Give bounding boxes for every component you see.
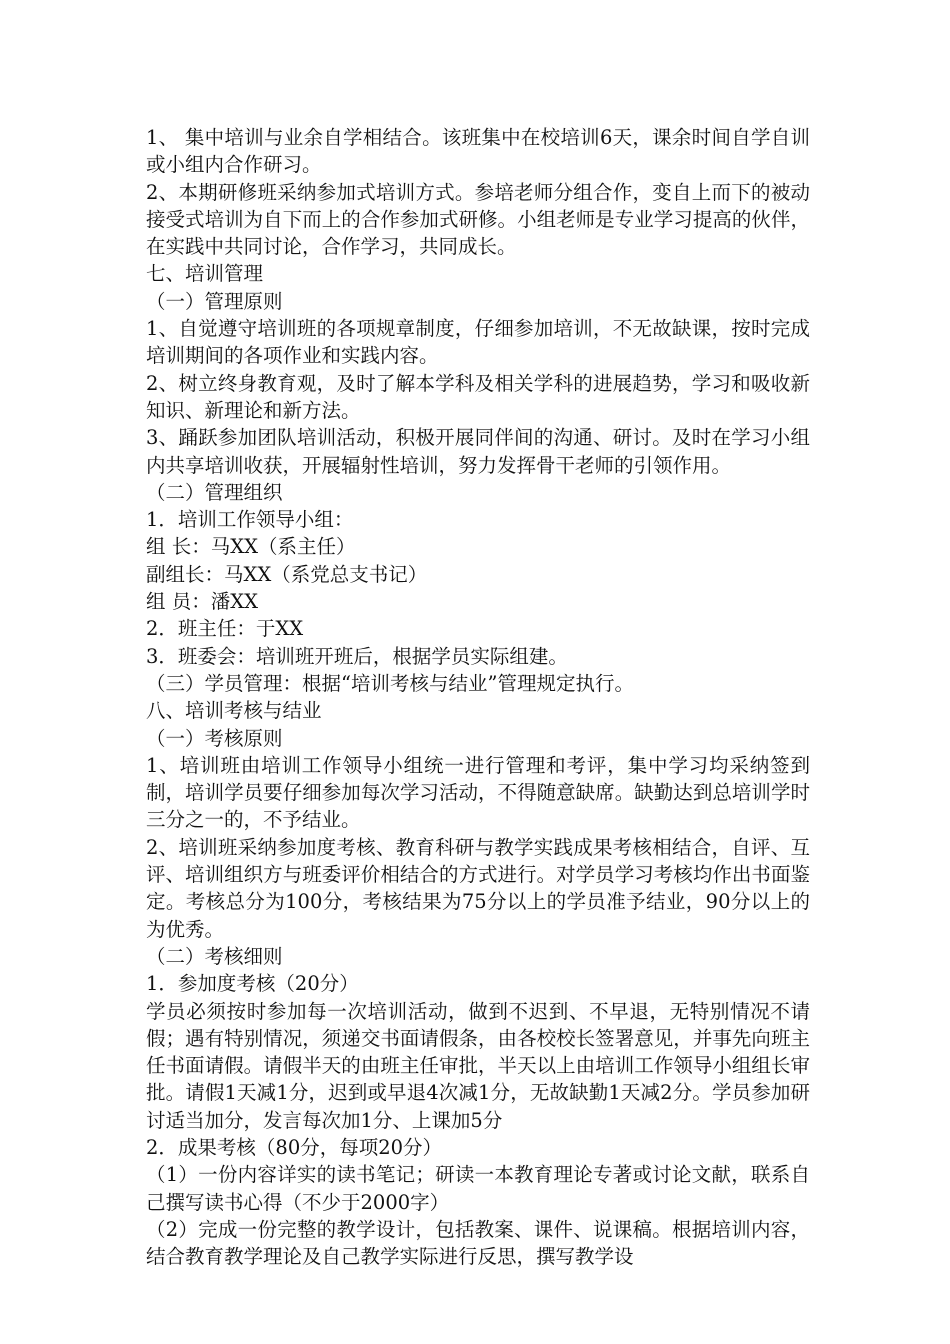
paragraph-principle-3: 3、踊跃参加团队培训活动，积极开展同伴间的沟通、研讨。及时在学习小组内共享培训收获，开展辐射性培训，努力发挥骨干老师的引领作用。: [146, 426, 810, 477]
paragraph-principle-1: 1、自觉遵守培训班的各项规章制度，仔细参加培训，不无故缺课，按时完成培训期间的各项作业和实践内容。: [146, 317, 810, 368]
subsection-heading: （二）考核细则: [146, 944, 283, 968]
subsection-heading: （三）学员管理：根据“培训考核与结业”管理规定执行。: [146, 671, 634, 695]
list-item: 2．成果考核（80分，每项20分）: [146, 1135, 443, 1159]
paragraph-attendance: 学员必须按时参加每一次培训活动，做到不迟到、不早退，无特别情况不请假；遇有特别情况，须递交书面请假条，由各校校长签署意见，并事先向班主任书面请假。请假半天的由班主任审批，半天以上由培训工作领导小组组长审批。请假1天减1分，迟到或早退4次减1分，无故缺勤1天减2分。学员参加研讨适当加分，发言每次加1分、上课加5分: [146, 999, 810, 1132]
paragraph-assessment-1: 1、培训班由培训工作领导小组统一进行管理和考评，集中学习均采纳签到制，培训学员要仔细参加每次学习活动，不得随意缺席。缺勤达到总培训学时三分之一的，不予结业。: [146, 753, 810, 832]
paragraph-principle-2: 2、树立终身教育观，及时了解本学科及相关学科的进展趋势，学习和吸收新知识、新理论和新方法。: [146, 371, 810, 422]
paragraph-2: 2、本期研修班采纳参加式培训方式。参培老师分组合作，变自上而下的被动接受式培训为自下而上的合作参加式研修。小组老师是专业学习提高的伙伴，在实践中共同讨论，合作学习，共同成长。: [146, 180, 810, 259]
list-item: （1）一份内容详实的读书笔记；研读一本教育理论专著或讨论文献，联系自己撰写读书心得（不少于2000字）: [146, 1163, 810, 1214]
document-body: [146, 124, 810, 1270]
list-item: 1．参加度考核（20分）: [146, 972, 359, 996]
list-item: 副组长：马XX（系党总支书记）: [146, 562, 428, 586]
list-item: 3．班委会：培训班开班后，根据学员实际组建。: [146, 644, 568, 668]
list-item: 1．培训工作领导小组：: [146, 508, 354, 532]
list-item: （2）完成一份完整的教学设计，包括教案、课件、说课稿。根据培训内容，结合教育教学理论及自己教学实际进行反思，撰写教学设: [146, 1217, 810, 1269]
subsection-heading: （二）管理组织: [146, 480, 283, 504]
list-item: 组 员：潘XX: [146, 590, 258, 614]
subsection-heading: （一）管理原则: [146, 289, 283, 313]
paragraph-1: 1、 集中培训与业余自学相结合。该班集中在校培训6天，课余时间自学自训或小组内合作研习。: [146, 126, 810, 177]
list-item: 组 长：马XX（系主任）: [146, 535, 356, 559]
list-item: 2．班主任：于XX: [146, 617, 304, 641]
paragraph-assessment-2: 2、培训班采纳参加度考核、教育科研与教学实践成果考核相结合，自评、互评、培训组织方与班委评价相结合的方式进行。对学员学习考核均作出书面鉴定。考核总分为100分，考核结果为75分以上的学员准予结业，90分以上的为优秀。: [146, 835, 810, 941]
section-heading-8: 八、培训考核与结业: [146, 699, 322, 723]
section-heading-7: 七、培训管理: [146, 262, 264, 286]
subsection-heading: （一）考核原则: [146, 726, 283, 750]
